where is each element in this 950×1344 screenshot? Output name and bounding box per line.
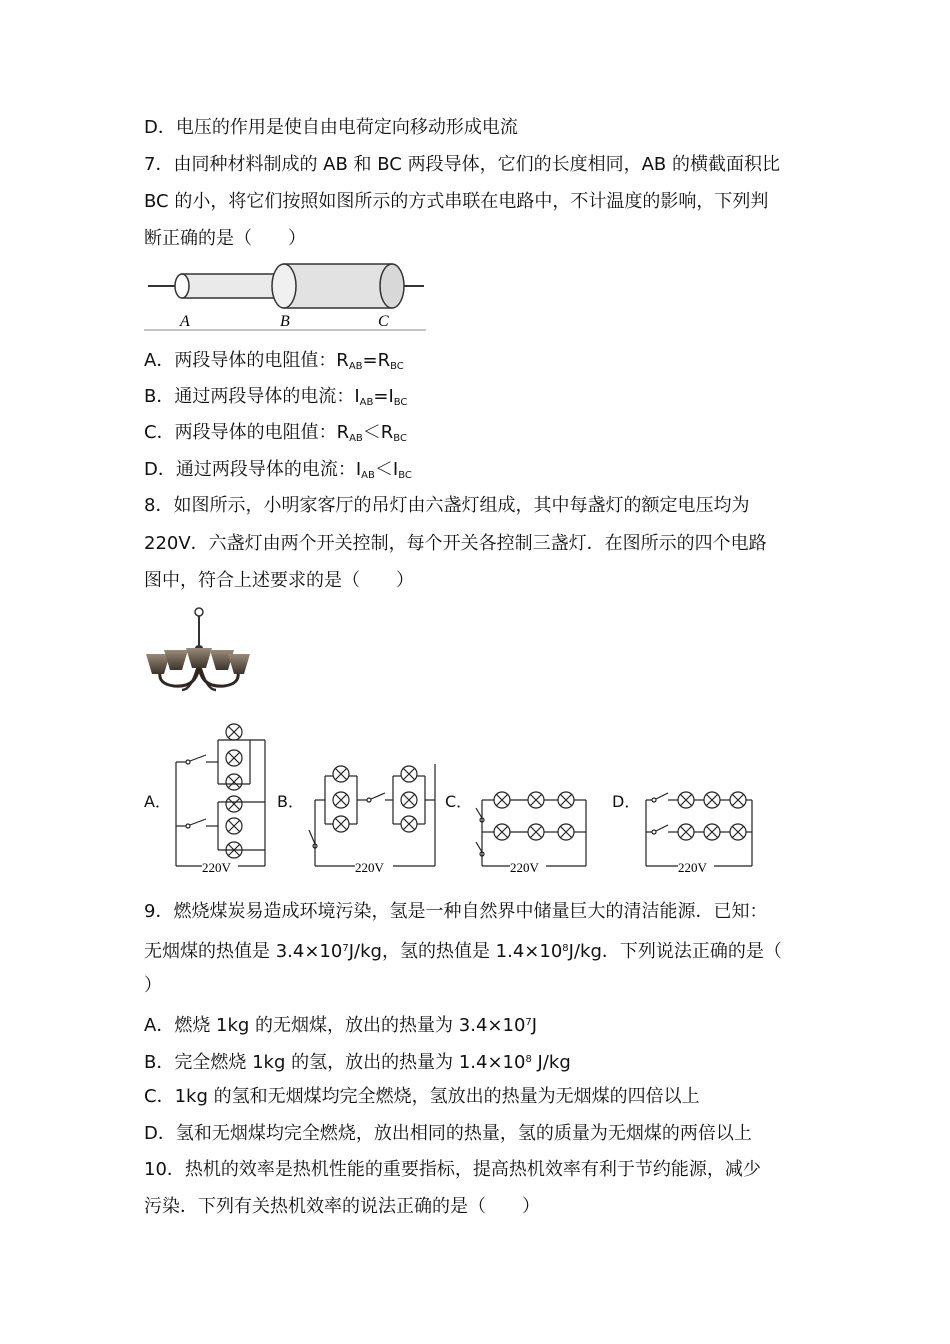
q9-stem-line-1: 9．燃烧煤炭易造成环境污染，氢是一种自然界中储量巨大的清洁能源．已知： xyxy=(144,901,768,922)
q7-option-a: A．两段导体的电阻值：$R_{AB}=R_{BC}$ xyxy=(144,350,404,372)
q9-option-d: D．氢和无烟煤均完全燃烧，放出相同的热量，氢的质量为无烟煤的两倍以上 xyxy=(144,1123,752,1144)
q10-stem-line-2: 污染．下列有关热机效率的说法正确的是（ ） xyxy=(144,1196,540,1217)
voltage-label-d: 220V xyxy=(678,860,707,875)
label-a: A xyxy=(180,313,190,330)
q8-stem-line-1: 8．如图所示，小明家客厅的吊灯由六盏灯组成，其中每盏灯的额定电压均为 xyxy=(144,495,750,516)
q7-stem-line-1: 7．由同种材料制成的 AB 和 BC 两段导体，它们的长度相同，AB 的横截面积比 xyxy=(144,154,780,175)
chandelier-image xyxy=(144,602,252,706)
q7-option-b: B．通过两段导体的电流：$I_{AB}=I_{BC}$ xyxy=(144,386,408,408)
circuit-option-b: B． xyxy=(277,792,304,811)
voltage-label-b: 220V xyxy=(355,860,384,875)
circuit-option-c: C． xyxy=(445,792,473,811)
circuit-a xyxy=(172,722,270,878)
q7-stem-line-2: BC 的小，将它们按照如图所示的方式串联在电路中，不计温度的影响，下列判 xyxy=(144,191,769,212)
q8-stem-line-3: 图中，符合上述要求的是（ ） xyxy=(144,570,414,591)
q7-conductor-figure xyxy=(144,258,428,334)
voltage-label-a: 220V xyxy=(202,860,231,875)
q9-stem-line-2: 无烟煤的热值是 $3.4\times 10^7J/kg$，氢的热值是 $1.4\times 10^8J/kg$．下列说法正确的是（ xyxy=(144,941,782,962)
voltage-label-c: 220V xyxy=(510,860,539,875)
q9-stem-line-3: ） xyxy=(144,975,162,996)
q10-stem-line-1: 10．热机的效率是热机性能的重要指标，提高热机效率有利于节约能源，减少 xyxy=(144,1159,761,1180)
label-b: B xyxy=(280,313,290,330)
q9-option-c: C．1kg 的氢和无烟煤均完全燃烧，氢放出的热量为无烟煤的四倍以上 xyxy=(144,1086,700,1107)
circuit-c xyxy=(474,786,590,878)
q7-option-d: D．通过两段导体的电流：$I_{AB}<I_{BC}$ xyxy=(144,459,412,481)
circuit-b xyxy=(305,762,439,878)
circuit-d xyxy=(642,786,756,878)
q7-stem-line-3: 断正确的是（ ） xyxy=(144,228,306,249)
circuit-option-d: D． xyxy=(612,792,641,811)
q9-option-b: B．完全燃烧 1kg 的氢，放出的热量为 $1.4\times 10^8$ J/kg xyxy=(144,1052,571,1073)
q8-stem-line-2: 220V．六盏灯由两个开关控制，每个开关各控制三盏灯．在图所示的四个电路 xyxy=(144,533,767,554)
label-c: C xyxy=(378,313,389,330)
circuit-option-a: A． xyxy=(144,792,171,811)
q7-option-c: C．两段导体的电阻值：$R_{AB}<R_{BC}$ xyxy=(144,422,407,444)
q6-option-d: D．电压的作用是使自由电荷定向移动形成电流 xyxy=(144,117,518,138)
q9-option-a: A．燃烧 1kg 的无烟煤，放出的热量为 $3.4\times 10^7J$ xyxy=(144,1015,538,1036)
